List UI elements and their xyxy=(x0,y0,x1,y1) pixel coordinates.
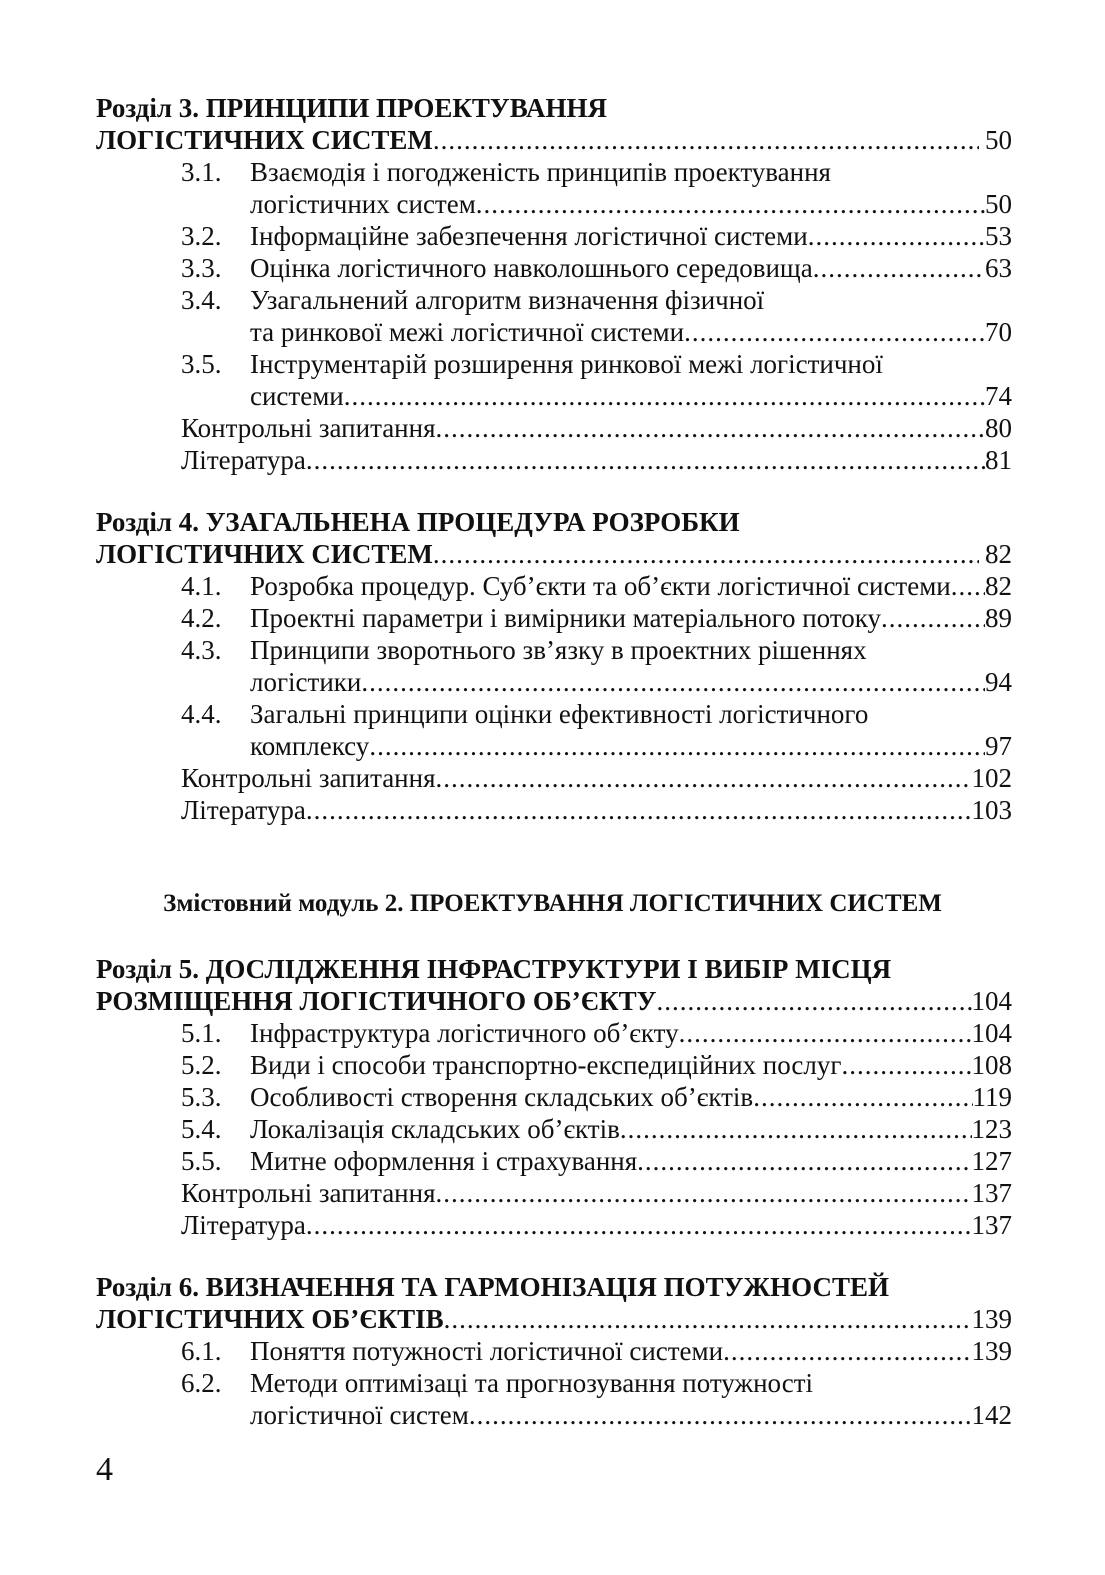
toc-item xyxy=(0,252,1105,284)
page-ref: 74 xyxy=(985,381,1012,411)
toc-item xyxy=(0,1335,1105,1367)
item-title-line2: комплексу xyxy=(250,731,370,761)
toc-item-leader xyxy=(250,602,1012,634)
dot-leader xyxy=(306,444,985,476)
item-title: Проектні параметри і вимірники матеріального потоку xyxy=(250,603,881,633)
item-number: 3.2. xyxy=(181,221,222,251)
item-number: 6.2. xyxy=(181,1368,222,1398)
page-ref: 123 xyxy=(971,1114,1012,1144)
dot-leader xyxy=(656,985,971,1017)
toc-item xyxy=(0,602,1105,634)
toc-item-leader xyxy=(250,570,1012,602)
item-number: 4.2. xyxy=(181,603,222,633)
toc-item xyxy=(0,634,1105,666)
dot-leader xyxy=(620,1113,972,1145)
dot-leader xyxy=(476,188,985,220)
toc-item-leader xyxy=(250,1017,1012,1049)
dot-leader xyxy=(813,252,985,284)
item-title-line1: Взаємодія і погодженість принципів проектування xyxy=(250,157,831,187)
item-title-line1: Узагальнений алгоритм визначення фізичної xyxy=(250,285,765,315)
toc-item-leader xyxy=(250,1335,1012,1367)
toc-item xyxy=(0,1049,1105,1081)
section-3-title-leader xyxy=(96,124,1012,156)
questions-label: Контрольні запитання xyxy=(181,413,436,443)
page-ref: 137 xyxy=(971,1210,1012,1240)
dot-leader xyxy=(433,124,979,156)
page-ref: 63 xyxy=(985,253,1012,283)
item-title-line2: логістичної систем xyxy=(250,1400,469,1430)
section-title-line2: ЛОГІСТИЧНИХ СИСТЕМ xyxy=(96,125,433,155)
item-title: Розробка процедур. Суб’єкти та об’єкти логістичної системи xyxy=(250,571,951,601)
dot-leader xyxy=(361,666,985,698)
literature-label: Література xyxy=(181,445,306,475)
toc-item xyxy=(0,284,1105,316)
item-title-line2: системи xyxy=(250,381,344,411)
questions-row xyxy=(181,1177,1012,1209)
dot-leader xyxy=(344,380,985,412)
toc-item-leader xyxy=(250,1081,1012,1113)
toc-item xyxy=(0,698,1105,730)
literature-label: Література xyxy=(181,795,306,825)
page-ref: 139 xyxy=(971,1336,1012,1366)
toc-item-leader xyxy=(250,1049,1012,1081)
dot-leader xyxy=(306,794,972,826)
item-number: 4.4. xyxy=(181,699,222,729)
dot-leader xyxy=(684,316,985,348)
item-title: Інфраструктура логістичного об’єкту xyxy=(250,1018,679,1048)
item-number: 4.1. xyxy=(181,571,222,601)
toc-item xyxy=(0,1113,1105,1145)
page-ref: 103 xyxy=(971,795,1012,825)
page-ref: 104 xyxy=(971,986,1012,1016)
page-ref: 50 xyxy=(985,189,1012,219)
item-title-line1: Інструментарій розширення ринкової межі логістичної xyxy=(250,349,883,379)
item-title: Локалізація складських об’єктів xyxy=(250,1114,620,1144)
item-title: Поняття потужності логістичної системи xyxy=(250,1336,724,1366)
literature-row xyxy=(181,794,1012,826)
item-title: Оцінка логістичного навколошнього середовища xyxy=(250,253,813,283)
page-ref: 97 xyxy=(985,731,1012,761)
item-title-line1: Методи оптимізаці та прогнозування потужності xyxy=(250,1368,813,1398)
dot-leader xyxy=(841,1049,971,1081)
toc-item-leader xyxy=(250,666,1012,698)
section-title-line2: РОЗМІЩЕННЯ ЛОГІСТИЧНОГО ОБ’ЄКТУ xyxy=(96,986,657,1016)
toc-item xyxy=(0,1081,1105,1113)
dot-leader xyxy=(723,1335,971,1367)
questions-row xyxy=(181,762,1012,794)
toc-item-leader xyxy=(250,1399,1012,1431)
item-title: Інформаційне забезпечення логістичної системи xyxy=(250,221,808,251)
module-title: ПРОЕКТУВАННЯ ЛОГІСТИЧНИХ СИСТЕМ xyxy=(409,890,942,917)
page-ref: 50 xyxy=(985,125,1012,155)
section-4-title xyxy=(0,506,1105,538)
toc-item-leader xyxy=(250,188,1012,220)
item-number: 3.3. xyxy=(181,253,222,283)
item-title-line2: логістики xyxy=(250,667,362,697)
section-5-title xyxy=(0,953,1105,985)
page-ref: 119 xyxy=(972,1082,1012,1112)
section-5-title-leader xyxy=(96,985,1012,1017)
item-number: 5.5. xyxy=(181,1146,222,1176)
section-title-line2: ЛОГІСТИЧНИХ ОБ’ЄКТІВ xyxy=(96,1304,444,1334)
section-3-title xyxy=(0,92,1105,124)
dot-leader xyxy=(444,1303,972,1335)
page-ref: 139 xyxy=(971,1304,1012,1334)
item-title-line2: логістичних систем xyxy=(250,189,476,219)
questions-row xyxy=(181,412,1012,444)
section-title-line1: Розділ 6. ВИЗНАЧЕННЯ ТА ГАРМОНІЗАЦІЯ ПОТУЖНОСТЕЙ xyxy=(96,1272,889,1302)
literature-label: Література xyxy=(181,1210,306,1240)
item-number: 5.2. xyxy=(181,1050,222,1080)
section-6-title xyxy=(0,1271,1105,1303)
page-ref: 82 xyxy=(985,539,1012,569)
toc-item-leader xyxy=(250,220,1012,252)
item-number: 5.4. xyxy=(181,1114,222,1144)
module-heading xyxy=(0,888,1105,920)
page-ref: 104 xyxy=(971,1018,1012,1048)
item-title: Види і способи транспортно-експедиційних послуг xyxy=(250,1050,842,1080)
dot-leader xyxy=(436,412,986,444)
item-number: 3.1. xyxy=(181,157,222,187)
page-ref: 80 xyxy=(985,413,1012,443)
toc-item xyxy=(0,570,1105,602)
page-ref: 102 xyxy=(971,763,1012,793)
dot-leader xyxy=(436,762,972,794)
toc-item-leader xyxy=(250,1145,1012,1177)
page-ref: 82 xyxy=(985,571,1012,601)
section-title-line1: Розділ 3. ПРИНЦИПИ ПРОЕКТУВАННЯ xyxy=(96,93,608,123)
section-title-line2: ЛОГІСТИЧНИХ СИСТЕМ xyxy=(96,539,433,569)
section-4-title-leader xyxy=(96,538,1012,570)
toc-item-leader xyxy=(250,730,1012,762)
item-number: 6.1. xyxy=(181,1336,222,1366)
toc-item xyxy=(0,1145,1105,1177)
page-ref: 142 xyxy=(971,1400,1012,1430)
page-ref: 108 xyxy=(971,1050,1012,1080)
questions-label: Контрольні запитання xyxy=(181,763,436,793)
dot-leader xyxy=(951,570,985,602)
toc-item xyxy=(0,220,1105,252)
page-ref: 81 xyxy=(985,445,1012,475)
item-number: 5.1. xyxy=(181,1018,222,1048)
toc-item-leader xyxy=(250,380,1012,412)
module-prefix: Змістовний модуль 2. xyxy=(163,890,404,917)
dot-leader xyxy=(637,1145,971,1177)
dot-leader xyxy=(679,1017,972,1049)
item-number: 4.3. xyxy=(181,635,222,665)
section-6-title-leader xyxy=(96,1303,1012,1335)
item-number: 5.3. xyxy=(181,1082,222,1112)
page-ref: 53 xyxy=(985,221,1012,251)
section-title-line1: Розділ 4. УЗАГАЛЬНЕНА ПРОЦЕДУРА РОЗРОБКИ xyxy=(96,507,740,537)
item-title: Особливості створення складських об’єктів xyxy=(250,1082,754,1112)
item-title: Митне оформлення і страхування xyxy=(250,1146,638,1176)
page-ref: 70 xyxy=(985,317,1012,347)
questions-label: Контрольні запитання xyxy=(181,1178,436,1208)
literature-row xyxy=(181,444,1012,476)
toc-item-leader xyxy=(250,316,1012,348)
dot-leader xyxy=(881,602,985,634)
toc-item-leader xyxy=(250,1113,1012,1145)
item-title-line2: та ринкової межі логістичної системи xyxy=(250,317,685,347)
page-ref: 127 xyxy=(971,1146,1012,1176)
page-ref: 89 xyxy=(985,603,1012,633)
toc-item xyxy=(0,156,1105,188)
dot-leader xyxy=(808,220,985,252)
literature-row xyxy=(181,1209,1012,1241)
toc-item-leader xyxy=(250,252,1012,284)
page-number: 4 xyxy=(96,1451,113,1488)
item-number: 3.5. xyxy=(181,349,222,379)
toc-item xyxy=(0,348,1105,380)
dot-leader xyxy=(753,1081,972,1113)
item-number: 3.4. xyxy=(181,285,222,315)
dot-leader xyxy=(369,730,985,762)
page-ref: 94 xyxy=(985,667,1012,697)
toc-item xyxy=(0,1367,1105,1399)
page-ref: 137 xyxy=(971,1178,1012,1208)
dot-leader xyxy=(469,1399,972,1431)
item-title-line1: Принципи зворотнього зв’язку в проектних рішеннях xyxy=(250,635,867,665)
dot-leader xyxy=(433,538,979,570)
dot-leader xyxy=(436,1177,972,1209)
toc-item xyxy=(0,1017,1105,1049)
dot-leader xyxy=(306,1209,972,1241)
item-title-line1: Загальні принципи оцінки ефективності логістичного xyxy=(250,699,869,729)
section-title-line1: Розділ 5. ДОСЛІДЖЕННЯ ІНФРАСТРУКТУРИ І ВИБІР МІСЦЯ xyxy=(96,954,892,984)
